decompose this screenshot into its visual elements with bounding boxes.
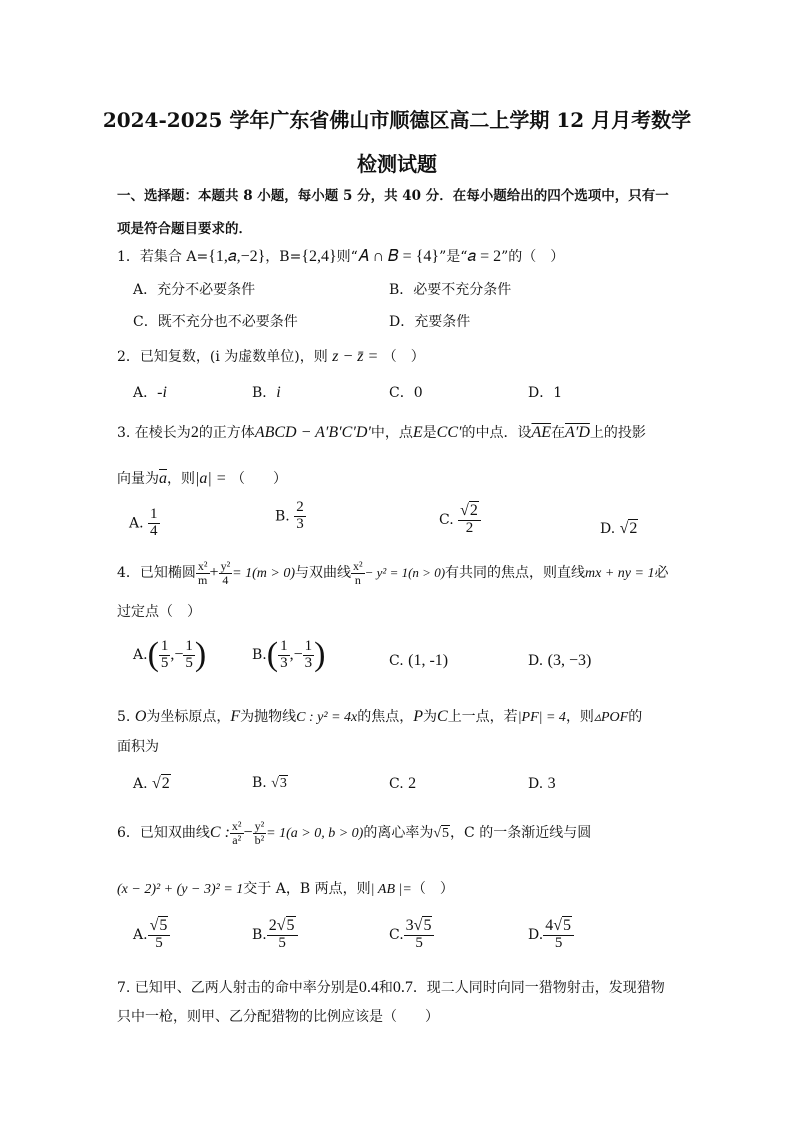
q1-prefix: 1．若集合 A= xyxy=(117,249,209,265)
q4-option-a: A.( $\frac{1}{5}$ ,− $\frac{1}{5}$ ) xyxy=(133,636,207,673)
q5-option-b: B. √3 xyxy=(252,775,287,791)
exam-title-line2: 检测试题 xyxy=(357,152,437,176)
question-3-cont: 向量为$\overline{a}$，则|a| = （ ） xyxy=(117,470,288,487)
q2-text: 2．已知复数，(i 为虚数单位)，则 xyxy=(117,349,328,365)
q2-end: （ ） xyxy=(382,349,425,365)
q3-vector-ad: A′D xyxy=(565,424,590,441)
q2-opt-a-math: -i xyxy=(157,384,167,401)
question-4: 4．已知椭圆 $\frac{\text{x²}}{m}$ + $\frac{\text{y²}}{4}$ = 1(m > 0)与双曲线 $\frac{\text{x²}}{n}$ − y² = 1(n > 0)有共同的焦点，则直线mx + ny = 1必 xyxy=(117,559,669,587)
question-1 xyxy=(117,246,564,266)
q1-cond: 𝐴 ∩ 𝐵 = {4} xyxy=(357,248,440,265)
q4-option-c: C. (1, -1) xyxy=(389,652,449,669)
q5-option-d: D. 3 xyxy=(528,775,556,792)
exam-title-line1: 2024-2025 学年广东省佛山市顺德区高二上学期 12 月月考数学 xyxy=(102,108,692,132)
q3-cube: ABCD − A′B′C′D′ xyxy=(254,424,371,441)
q6-option-d: D. $\frac{4√5}{5}$ xyxy=(528,918,574,952)
q3-option-a: A. $\frac{1}{4}$ xyxy=(129,506,158,539)
q1-end: ”的（ ） xyxy=(501,249,565,265)
q2-option-d: D．1 xyxy=(528,385,563,401)
q1-is: ”是“ xyxy=(439,249,468,265)
q1-option-d: D．充要条件 xyxy=(389,314,471,330)
q4-ellipse-frac2: $\frac{\text{y²}}{4}$ xyxy=(220,559,231,587)
question-3: 3. 在棱长为2的正方体ABCD − A′B′C′D′中，点E是CC′的中点．设$\overline{AE}$在A′D上的投影 xyxy=(117,424,646,441)
question-2 xyxy=(117,346,425,366)
q2-option-c: C．0 xyxy=(389,385,423,401)
question-7-cont: 只中一枪，则甲、乙分配猎物的比例应该是（ ） xyxy=(117,1009,439,1025)
q1-option-a: A．充分不必要条件 xyxy=(133,282,256,298)
q4-ellipse-frac1: $\frac{\text{x²}}{m}$ xyxy=(197,559,208,587)
q6-option-b: B. $\frac{2√5}{5}$ xyxy=(252,918,298,952)
q1-option-b: B．必要不充分条件 xyxy=(389,282,512,298)
question-5: 5. O为坐标原点，F为抛物线C : y² = 4x的焦点，P为C上一点，若|PF| = 4，则▵POF的 xyxy=(117,708,643,725)
q1-set-b: {2,4} xyxy=(301,248,337,265)
q3-option-d: D. √2 xyxy=(600,520,638,537)
q6-circle: (x − 2)² + (y − 3)² = 1 xyxy=(117,882,244,897)
q2-option-b: B．i xyxy=(252,384,281,401)
q4-option-d: D. (3, −3) xyxy=(528,652,592,669)
q4-option-b: B.( $\frac{1}{3}$ ,− $\frac{1}{3}$ ) xyxy=(252,636,326,673)
q2-option-a: A．-i xyxy=(133,384,167,401)
section-heading-cont: 项是符合题目要求的． xyxy=(117,221,252,237)
q1-cond2: 𝑎 = 2 xyxy=(467,248,502,265)
question-4-cont: 过定点（ ） xyxy=(117,604,201,620)
question-7: 7. 已知甲、乙两人射击的命中率分别是0.4和0.7．现二人同时向同一猎物射击，发现猎物 xyxy=(117,979,665,996)
q6-hyper-frac2: $\frac{\text{y²}}{\text{b²}}$ xyxy=(254,819,265,847)
q3-vector-ae: $\overline{AE}$ xyxy=(531,424,552,441)
q3-abs: |a| = xyxy=(195,470,227,487)
q5-parabola: C : y² = 4x xyxy=(296,710,358,725)
section-heading: 一、选择题：本题共 8 小题，每小题 5 分，共 40 分．在每小题给出的四个选项中，只有一 xyxy=(117,188,669,204)
q4-hyper-frac: $\frac{\text{x²}}{n}$ xyxy=(353,559,363,587)
q3-option-b: B. $\frac{2}{3}$ xyxy=(275,499,304,532)
q3-option-c: C. $\frac{√2}{2}$ xyxy=(439,503,481,537)
q2-opt-b-math: i xyxy=(276,384,281,401)
q6-hyper-frac1: $\frac{\text{x²}}{\text{a²}}$ xyxy=(231,819,242,847)
q1-then: 则“ xyxy=(336,249,358,265)
question-6-cont: (x − 2)² + (y − 3)² = 1交于 A，B 两点，则| AB |=（ ） xyxy=(117,881,454,897)
q2-expr: z − z̄ = xyxy=(332,348,379,365)
q5-option-c: C. 2 xyxy=(389,775,417,792)
question-6: 6．已知双曲线C : $\frac{\text{x²}}{\text{a²}}$ − $\frac{\text{y²}}{\text{b²}}$ = 1(a > 0, b > 0)的离心率为√5，C 的一条渐近线与圆 xyxy=(117,819,592,847)
q6-option-c: C. $\frac{3√5}{5}$ xyxy=(389,918,434,952)
q1-option-c: C．既不充分也不必要条件 xyxy=(133,314,298,330)
q1-mid: ，B= xyxy=(265,249,302,265)
question-5-cont: 面积为 xyxy=(117,739,159,755)
q5-option-a: A. √2 xyxy=(133,775,170,792)
q1-set-a: {1,𝑎,−2} xyxy=(208,248,266,265)
q6-option-a: A. $\frac{√5}{5}$ xyxy=(133,918,170,952)
